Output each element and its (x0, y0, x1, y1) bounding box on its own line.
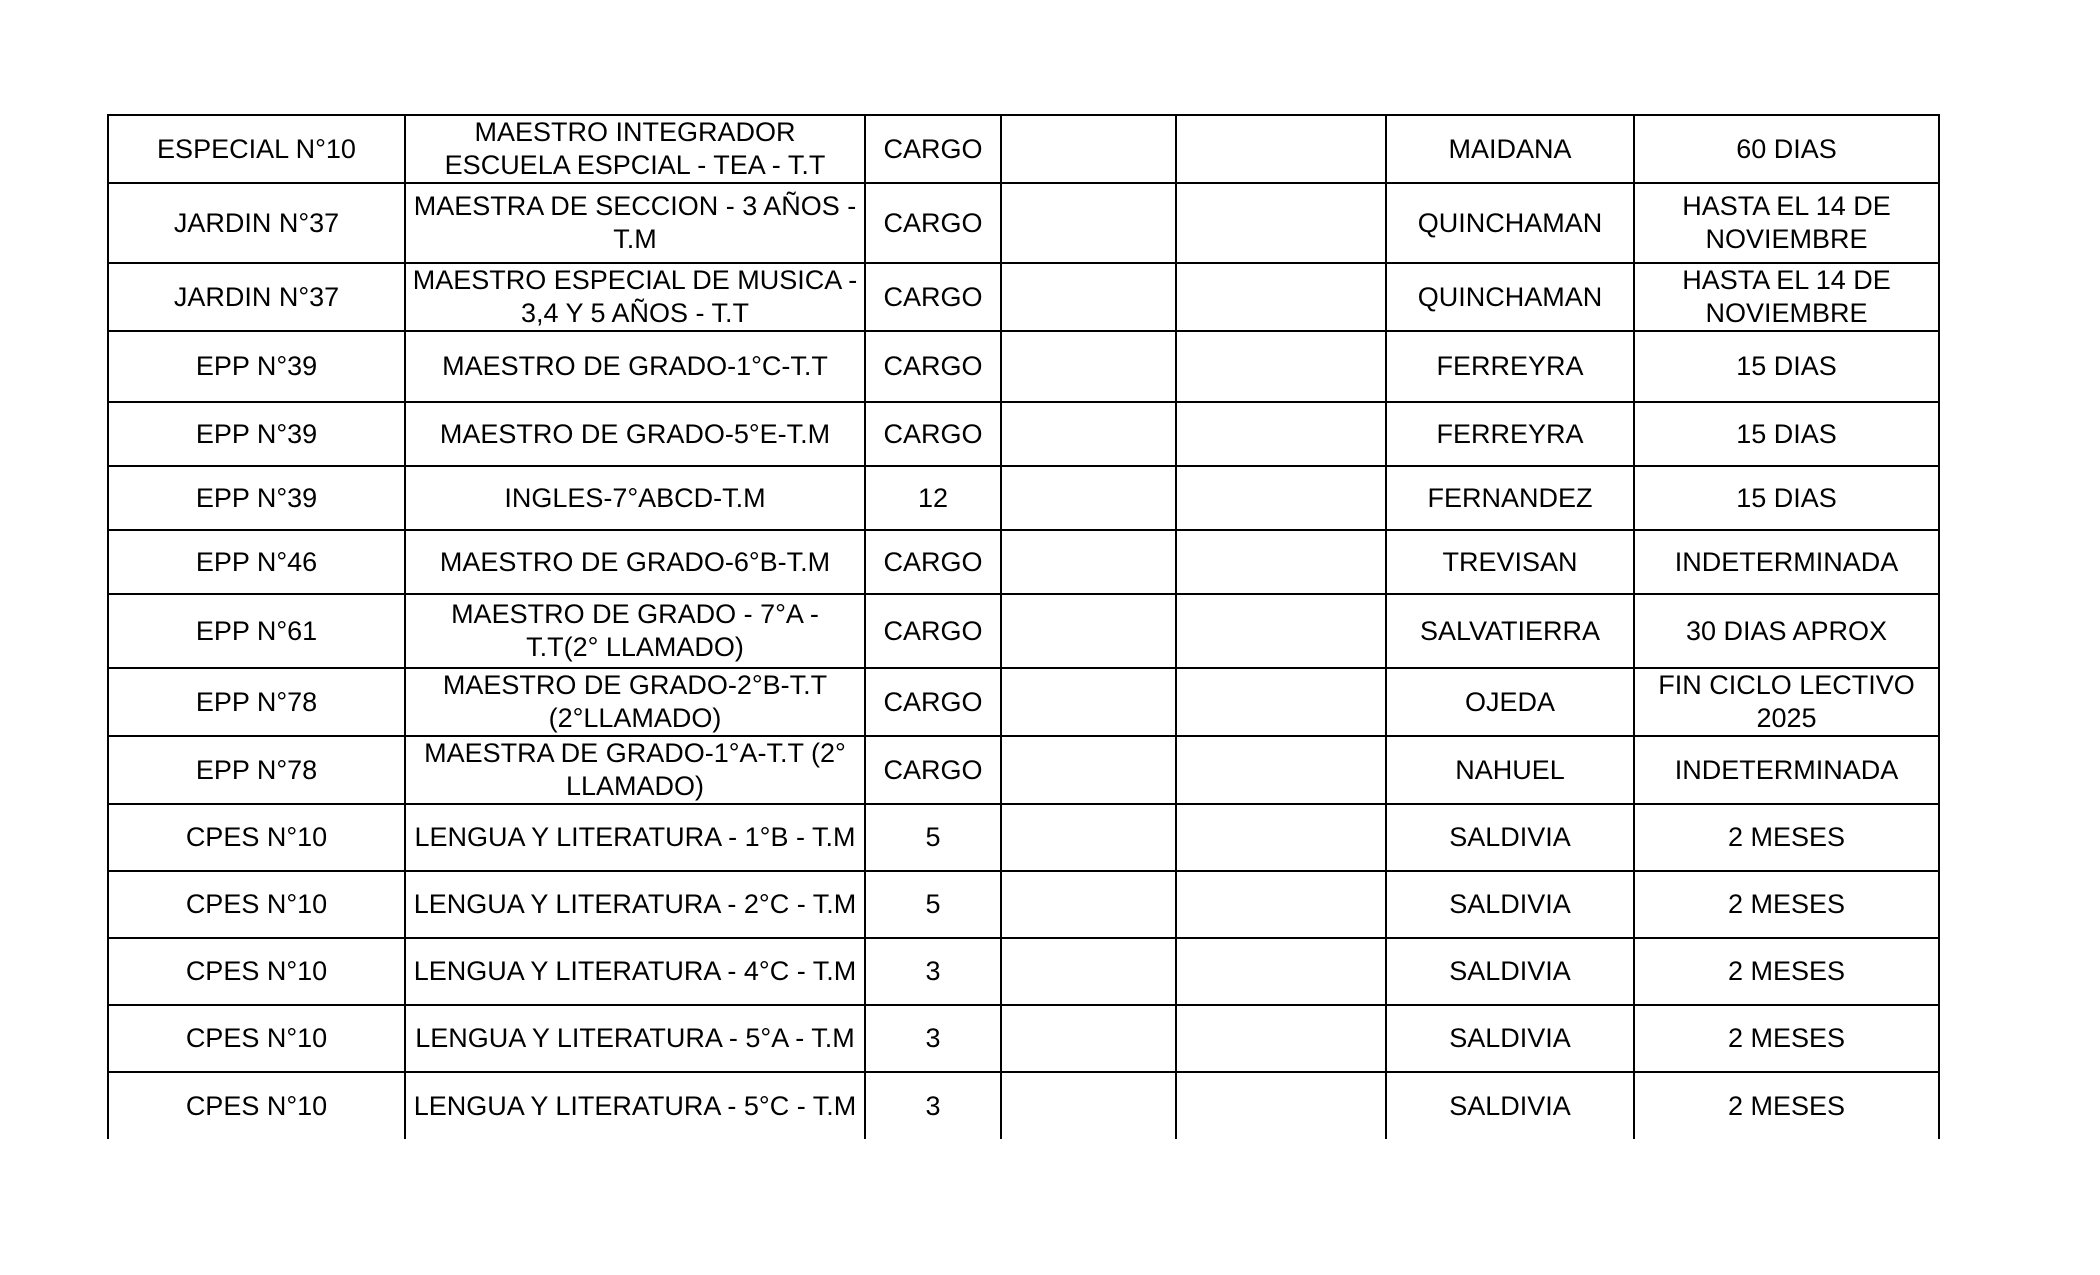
blank-cell-b (1176, 1072, 1386, 1139)
school-cell: EPP N°39 (108, 402, 405, 466)
hours-cell: 5 (865, 804, 1001, 871)
position-cell: MAESTRO DE GRADO-5°E-T.M (405, 402, 865, 466)
hours-cell: 3 (865, 1072, 1001, 1139)
school-cell: JARDIN N°37 (108, 183, 405, 263)
surname-cell: SALDIVIA (1386, 804, 1634, 871)
blank-cell-b (1176, 530, 1386, 594)
blank-cell-a (1001, 115, 1176, 183)
position-cell: LENGUA Y LITERATURA - 2°C - T.M (405, 871, 865, 938)
surname-cell: QUINCHAMAN (1386, 183, 1634, 263)
blank-cell-b (1176, 594, 1386, 668)
position-cell: LENGUA Y LITERATURA - 5°A - T.M (405, 1005, 865, 1072)
surname-cell: NAHUEL (1386, 736, 1634, 804)
table-row (108, 530, 1939, 594)
blank-cell-b (1176, 183, 1386, 263)
school-cell: EPP N°78 (108, 668, 405, 736)
school-cell: EPP N°39 (108, 331, 405, 402)
blank-cell-b (1176, 668, 1386, 736)
position-cell: MAESTRO DE GRADO - 7°A - T.T(2° LLAMADO) (405, 594, 865, 668)
school-cell: CPES N°10 (108, 938, 405, 1005)
surname-cell: SALDIVIA (1386, 1005, 1634, 1072)
hours-cell: CARGO (865, 115, 1001, 183)
position-cell: LENGUA Y LITERATURA - 4°C - T.M (405, 938, 865, 1005)
school-cell: CPES N°10 (108, 804, 405, 871)
blank-cell-a (1001, 1005, 1176, 1072)
blank-cell-a (1001, 594, 1176, 668)
blank-cell-b (1176, 871, 1386, 938)
table-row (108, 804, 1939, 871)
blank-cell-a (1001, 331, 1176, 402)
hours-cell: CARGO (865, 331, 1001, 402)
blank-cell-b (1176, 736, 1386, 804)
table-row (108, 736, 1939, 804)
blank-cell-a (1001, 1072, 1176, 1139)
table-row (108, 668, 1939, 736)
blank-cell-b (1176, 466, 1386, 530)
table-row (108, 938, 1939, 1005)
blank-cell-a (1001, 871, 1176, 938)
duration-cell: 2 MESES (1634, 938, 1939, 1005)
hours-cell: CARGO (865, 263, 1001, 331)
hours-cell: CARGO (865, 530, 1001, 594)
duration-cell: 15 DIAS (1634, 402, 1939, 466)
blank-cell-a (1001, 402, 1176, 466)
table-row (108, 1072, 1939, 1139)
surname-cell: SALDIVIA (1386, 871, 1634, 938)
table-row (108, 263, 1939, 331)
vacancies-table (107, 114, 1940, 1139)
table-row (108, 331, 1939, 402)
position-cell: LENGUA Y LITERATURA - 5°C - T.M (405, 1072, 865, 1139)
blank-cell-b (1176, 331, 1386, 402)
surname-cell: OJEDA (1386, 668, 1634, 736)
duration-cell: 2 MESES (1634, 804, 1939, 871)
school-cell: JARDIN N°37 (108, 263, 405, 331)
blank-cell-b (1176, 402, 1386, 466)
table-body (108, 115, 1939, 1139)
school-cell: CPES N°10 (108, 871, 405, 938)
hours-cell: CARGO (865, 402, 1001, 466)
surname-cell: SALDIVIA (1386, 938, 1634, 1005)
table-row (108, 1005, 1939, 1072)
duration-cell: 30 DIAS APROX (1634, 594, 1939, 668)
duration-cell: 15 DIAS (1634, 331, 1939, 402)
blank-cell-a (1001, 183, 1176, 263)
hours-cell: CARGO (865, 183, 1001, 263)
hours-cell: 12 (865, 466, 1001, 530)
position-cell: MAESTRO INTEGRADOR ESCUELA ESPCIAL - TEA - T.T (405, 115, 865, 183)
school-cell: CPES N°10 (108, 1005, 405, 1072)
duration-cell: 60 DIAS (1634, 115, 1939, 183)
blank-cell-a (1001, 736, 1176, 804)
position-cell: MAESTRA DE GRADO-1°A-T.T (2° LLAMADO) (405, 736, 865, 804)
duration-cell: 2 MESES (1634, 1005, 1939, 1072)
blank-cell-b (1176, 804, 1386, 871)
position-cell: MAESTRO DE GRADO-1°C-T.T (405, 331, 865, 402)
school-cell: EPP N°61 (108, 594, 405, 668)
hours-cell: CARGO (865, 594, 1001, 668)
duration-cell: 2 MESES (1634, 1072, 1939, 1139)
blank-cell-b (1176, 263, 1386, 331)
blank-cell-b (1176, 1005, 1386, 1072)
hours-cell: 5 (865, 871, 1001, 938)
surname-cell: QUINCHAMAN (1386, 263, 1634, 331)
school-cell: CPES N°10 (108, 1072, 405, 1139)
blank-cell-a (1001, 668, 1176, 736)
hours-cell: CARGO (865, 668, 1001, 736)
blank-cell-a (1001, 263, 1176, 331)
hours-cell: 3 (865, 1005, 1001, 1072)
position-cell: MAESTRO DE GRADO-2°B-T.T (2°LLAMADO) (405, 668, 865, 736)
blank-cell-a (1001, 530, 1176, 594)
table-row (108, 115, 1939, 183)
surname-cell: FERNANDEZ (1386, 466, 1634, 530)
duration-cell: 2 MESES (1634, 871, 1939, 938)
position-cell: MAESTRO DE GRADO-6°B-T.M (405, 530, 865, 594)
school-cell: EPP N°39 (108, 466, 405, 530)
duration-cell: INDETERMINADA (1634, 530, 1939, 594)
table-row (108, 871, 1939, 938)
blank-cell-b (1176, 938, 1386, 1005)
school-cell: ESPECIAL N°10 (108, 115, 405, 183)
school-cell: EPP N°78 (108, 736, 405, 804)
table-row (108, 183, 1939, 263)
position-cell: MAESTRA DE SECCION - 3 AÑOS - T.M (405, 183, 865, 263)
surname-cell: FERREYRA (1386, 402, 1634, 466)
surname-cell: SALDIVIA (1386, 1072, 1634, 1139)
hours-cell: CARGO (865, 736, 1001, 804)
surname-cell: FERREYRA (1386, 331, 1634, 402)
duration-cell: FIN CICLO LECTIVO 2025 (1634, 668, 1939, 736)
hours-cell: 3 (865, 938, 1001, 1005)
position-cell: INGLES-7°ABCD-T.M (405, 466, 865, 530)
blank-cell-a (1001, 938, 1176, 1005)
duration-cell: INDETERMINADA (1634, 736, 1939, 804)
surname-cell: SALVATIERRA (1386, 594, 1634, 668)
blank-cell-a (1001, 804, 1176, 871)
duration-cell: HASTA EL 14 DE NOVIEMBRE (1634, 263, 1939, 331)
duration-cell: HASTA EL 14 DE NOVIEMBRE (1634, 183, 1939, 263)
surname-cell: MAIDANA (1386, 115, 1634, 183)
blank-cell-b (1176, 115, 1386, 183)
position-cell: LENGUA Y LITERATURA - 1°B - T.M (405, 804, 865, 871)
blank-cell-a (1001, 466, 1176, 530)
table-row (108, 466, 1939, 530)
table-row (108, 594, 1939, 668)
table-row (108, 402, 1939, 466)
surname-cell: TREVISAN (1386, 530, 1634, 594)
position-cell: MAESTRO ESPECIAL DE MUSICA - 3,4 Y 5 AÑOS - T.T (405, 263, 865, 331)
duration-cell: 15 DIAS (1634, 466, 1939, 530)
school-cell: EPP N°46 (108, 530, 405, 594)
